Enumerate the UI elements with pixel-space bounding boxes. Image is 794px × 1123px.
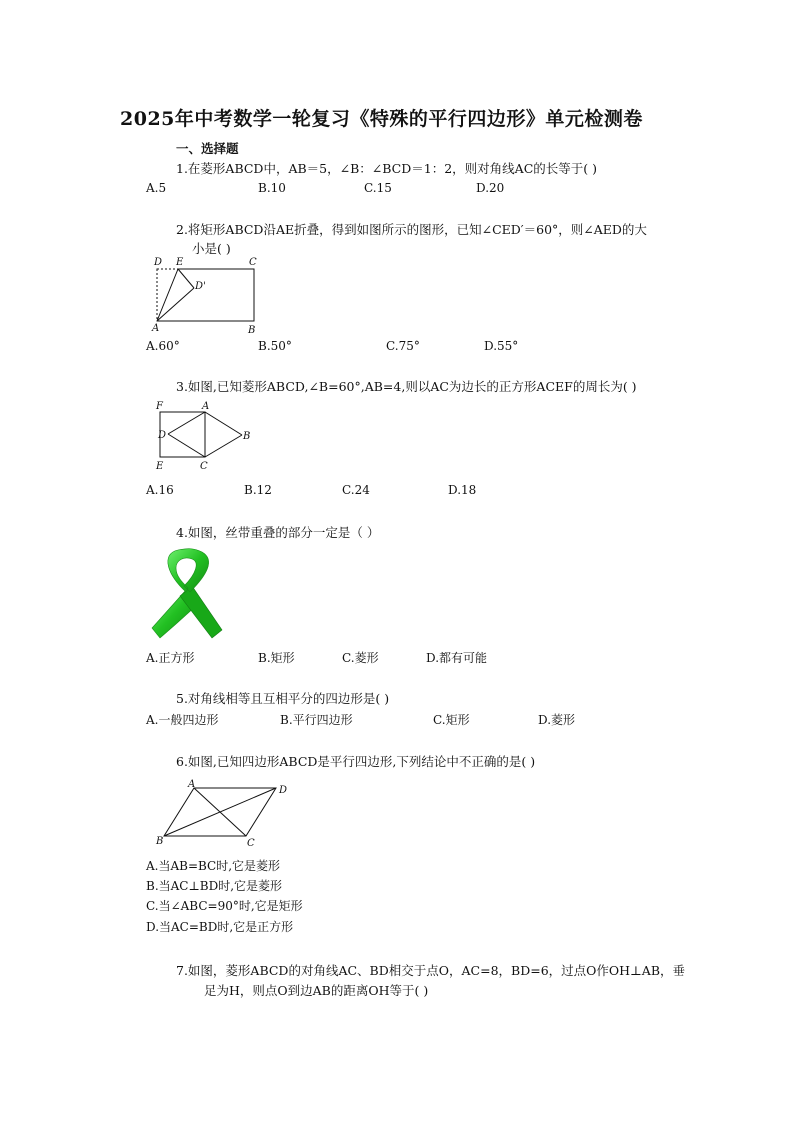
question-5-stem: 5.对角线相等且互相平分的四边形是( ) [176, 691, 390, 706]
question-3-figure [150, 398, 255, 474]
question-3-stem: 3.如图,已知菱形ABCD,∠B=60°,AB=4,则以AC为边长的正方形ACEF的周长为( ) [176, 379, 637, 394]
label-d-prime: D' [195, 281, 206, 292]
label-d: D [279, 785, 288, 796]
segment-ad-prime [157, 288, 194, 321]
question-1-option-d[interactable]: D.20 [476, 181, 505, 195]
question-3-option-c[interactable]: C.24 [342, 483, 370, 497]
diagonal-bd [164, 788, 276, 836]
question-4-option-c[interactable]: C.菱形 [342, 651, 379, 665]
segment-bc [205, 435, 242, 457]
label-a: A [202, 401, 210, 412]
question-4-option-b[interactable]: B.矩形 [258, 651, 295, 665]
question-4-option-d[interactable]: D.都有可能 [426, 651, 488, 665]
question-6-option-d[interactable]: D.当AC=BD时,它是正方形 [146, 920, 294, 934]
segment-ad [168, 412, 205, 434]
question-6-figure [150, 778, 300, 850]
label-b: B [243, 431, 251, 442]
segment-ae [157, 269, 178, 321]
label-c: C [200, 461, 208, 472]
question-4-stem: 4.如图，丝带重叠的部分一定是（ ） [176, 525, 380, 540]
question-3-option-d[interactable]: D.18 [448, 483, 477, 497]
question-1-option-a[interactable]: A.5 [146, 181, 167, 195]
question-7-stem-line1: 7.如图，菱形ABCD的对角线AC、BD相交于点O，AC=8，BD=6，过点O作OH⊥AB，垂 [176, 963, 686, 978]
square-acef [160, 412, 205, 457]
label-e: E [176, 257, 184, 268]
label-c: C [249, 257, 257, 268]
question-2-figure [150, 255, 265, 337]
question-6-option-b[interactable]: B.当AC⊥BD时,它是菱形 [146, 879, 283, 893]
label-c: C [247, 838, 255, 849]
label-a: A [152, 323, 160, 334]
question-2-option-d[interactable]: D.55° [484, 339, 519, 353]
question-3-option-a[interactable]: A.16 [146, 483, 174, 497]
question-6-stem: 6.如图,已知四边形ABCD是平行四边形,下列结论中不正确的是( ) [176, 754, 536, 769]
question-2-stem-line1: 2.将矩形ABCD沿AE折叠，得到如图所示的图形，已知∠CED′＝60°，则∠AED的大 [176, 222, 647, 237]
question-4-option-a[interactable]: A.正方形 [146, 651, 195, 665]
label-a: A [188, 779, 196, 790]
question-2-option-a[interactable]: A.60° [146, 339, 180, 353]
label-d: D [154, 257, 163, 268]
label-f: F [156, 401, 163, 412]
question-2-stem-line2: 小是( ) [192, 241, 231, 256]
question-2-option-c[interactable]: C.75° [386, 339, 420, 353]
ribbon-loop [168, 549, 209, 592]
question-5-option-a[interactable]: A.一般四边形 [146, 713, 219, 727]
question-7-stem-line2: 足为H，则点O到边AB的距离OH等于( ) [204, 983, 429, 998]
section-heading: 一、选择题 [176, 141, 239, 156]
segment-dc [168, 434, 205, 457]
question-2-option-b[interactable]: B.50° [258, 339, 292, 353]
page-title: 2025年中考数学一轮复习《特殊的平行四边形》单元检测卷 [120, 108, 643, 130]
label-b: B [156, 836, 164, 847]
segment-ab [205, 412, 242, 435]
rectangle-abcd [157, 269, 254, 321]
label-b: B [248, 325, 256, 336]
label-d: D [158, 430, 167, 441]
segment-ed-prime [178, 269, 194, 288]
label-e: E [156, 461, 164, 472]
question-3-option-b[interactable]: B.12 [244, 483, 272, 497]
question-1-option-b[interactable]: B.10 [258, 181, 286, 195]
question-1-option-c[interactable]: C.15 [364, 181, 392, 195]
question-1-stem: 1.在菱形ABCD中，AB＝5，∠B：∠BCD＝1：2，则对角线AC的长等于( ) [176, 161, 597, 176]
ribbon-image [146, 546, 226, 640]
question-5-option-d[interactable]: D.菱形 [538, 713, 576, 727]
question-5-option-b[interactable]: B.平行四边形 [280, 713, 353, 727]
question-6-option-a[interactable]: A.当AB=BC时,它是菱形 [146, 859, 281, 873]
question-6-option-c[interactable]: C.当∠ABC=90°时,它是矩形 [146, 899, 303, 913]
question-5-option-c[interactable]: C.矩形 [433, 713, 470, 727]
